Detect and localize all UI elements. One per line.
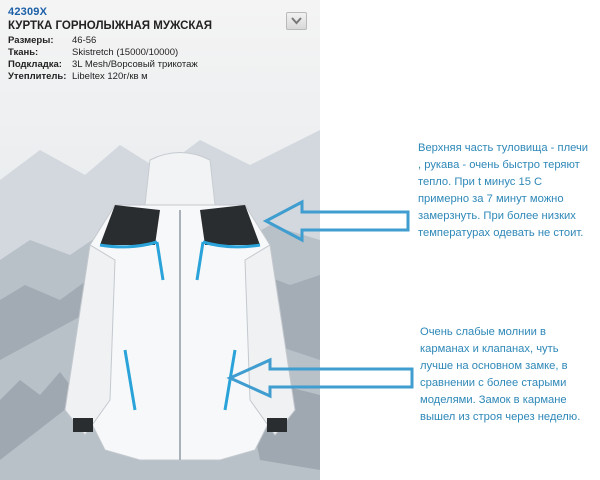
- annotation-zippers: Очень слабые молнии в карманах и клапанах, чуть лучше на основном замке, в сравнении с более старыми моделями. Замок в кармане вышел из строя через неделю.: [420, 326, 581, 423]
- arrow-left-icon: [262, 196, 412, 246]
- annotation-upper-body: Верхняя часть туловища - плечи , рукава - очень быстро теряют тепло. При t минус 15 С примерно за 7 минут можно замерзнуть. При более низких температурах одевать не стоит.: [418, 142, 589, 239]
- chevron-down-icon: [287, 13, 306, 29]
- dropdown-button[interactable]: [286, 12, 307, 30]
- spec-row-insulation: [8, 71, 308, 83]
- product-header: [8, 6, 308, 83]
- spec-key: Подкладка:: [8, 59, 62, 70]
- spec-key: Утеплитель:: [8, 71, 67, 82]
- spec-value: Skistretch (15000/10000): [72, 47, 179, 58]
- spec-value: 46-56: [72, 35, 97, 46]
- spec-value: 3L Mesh/Ворсовый трикотаж: [72, 59, 198, 70]
- product-sku: 42309X: [8, 6, 48, 18]
- spec-value: Libeltex 120г/кв м: [72, 71, 148, 82]
- spec-row-lining: [8, 59, 308, 71]
- product-title: КУРТКА ГОРНОЛЫЖНАЯ МУЖСКАЯ: [8, 20, 212, 32]
- product-specs: [8, 35, 308, 83]
- spec-row-fabric: [8, 47, 308, 59]
- arrow-left-icon: [226, 354, 416, 402]
- spec-key: Размеры:: [8, 35, 54, 46]
- spec-row-sizes: [8, 35, 308, 47]
- spec-key: Ткань:: [8, 47, 39, 58]
